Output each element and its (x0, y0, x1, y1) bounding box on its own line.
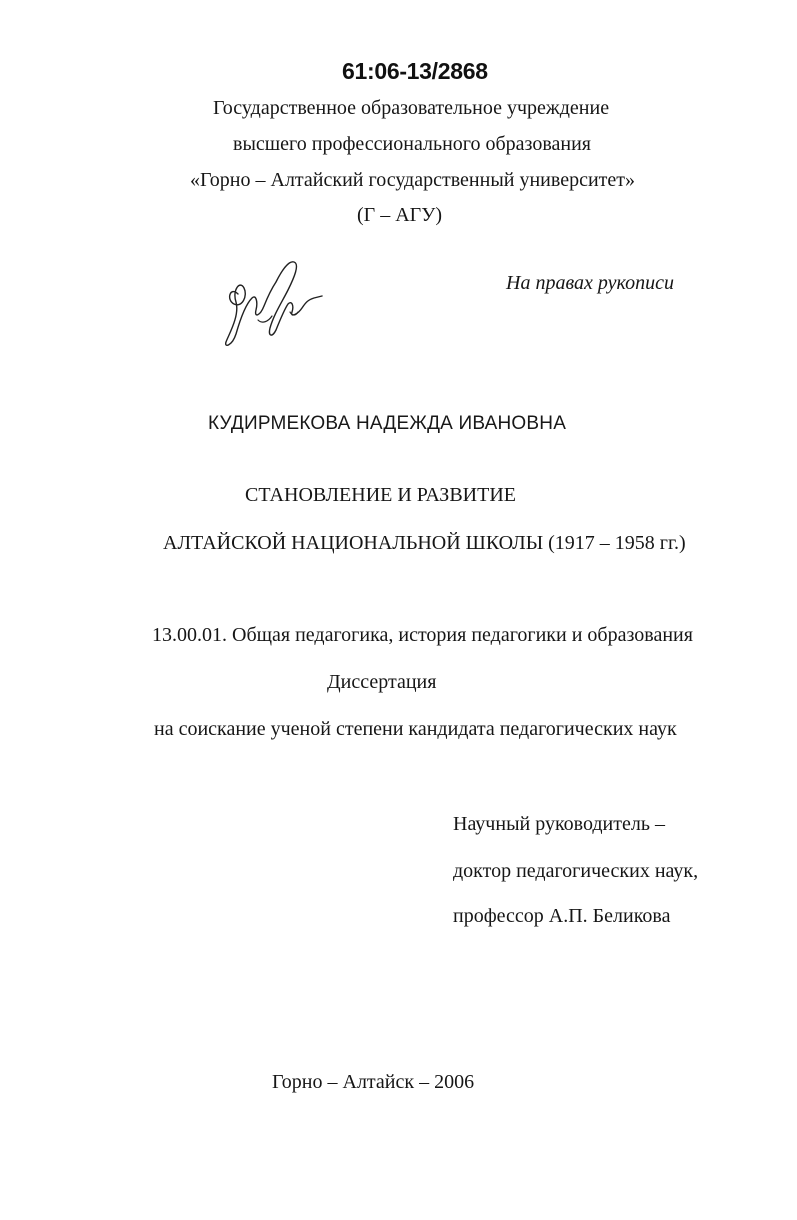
dissertation-title-main: АЛТАЙСКОЙ НАЦИОНАЛЬНОЙ ШКОЛЫ (163, 532, 544, 554)
signature-icon (218, 258, 328, 350)
supervisor-name: профессор А.П. Беликова (453, 905, 671, 927)
institution-line-2: высшего профессионального образования (233, 133, 591, 155)
work-type: Диссертация (327, 671, 437, 693)
specialty-code: 13.00.01. Общая педагогика, история педагогики и образования (152, 624, 693, 646)
place-and-year: Горно – Алтайск – 2006 (272, 1071, 475, 1093)
author-name: КУДИРМЕКОВА НАДЕЖДА ИВАНОВНА (208, 413, 567, 434)
dissertation-title-line-1: СТАНОВЛЕНИЕ И РАЗВИТИЕ (245, 484, 516, 506)
institution-line-3: «Горно – Алтайский государственный университет» (190, 169, 636, 191)
degree-sought: на соискание ученой степени кандидата педагогических наук (154, 718, 677, 740)
institution-line-1: Государственное образовательное учреждение (213, 97, 610, 119)
registry-number-stamp: 61:06-13/2868 (342, 58, 488, 84)
supervisor-role: Научный руководитель – (453, 813, 665, 835)
manuscript-rights-note: На правах рукописи (506, 272, 674, 294)
institution-abbreviation: (Г – АГУ) (357, 204, 443, 226)
supervisor-degree: доктор педагогических наук, (453, 860, 699, 882)
dissertation-title-line-2 (163, 533, 686, 553)
dissertation-title-years: (1917 – 1958 гг.) (548, 532, 686, 554)
